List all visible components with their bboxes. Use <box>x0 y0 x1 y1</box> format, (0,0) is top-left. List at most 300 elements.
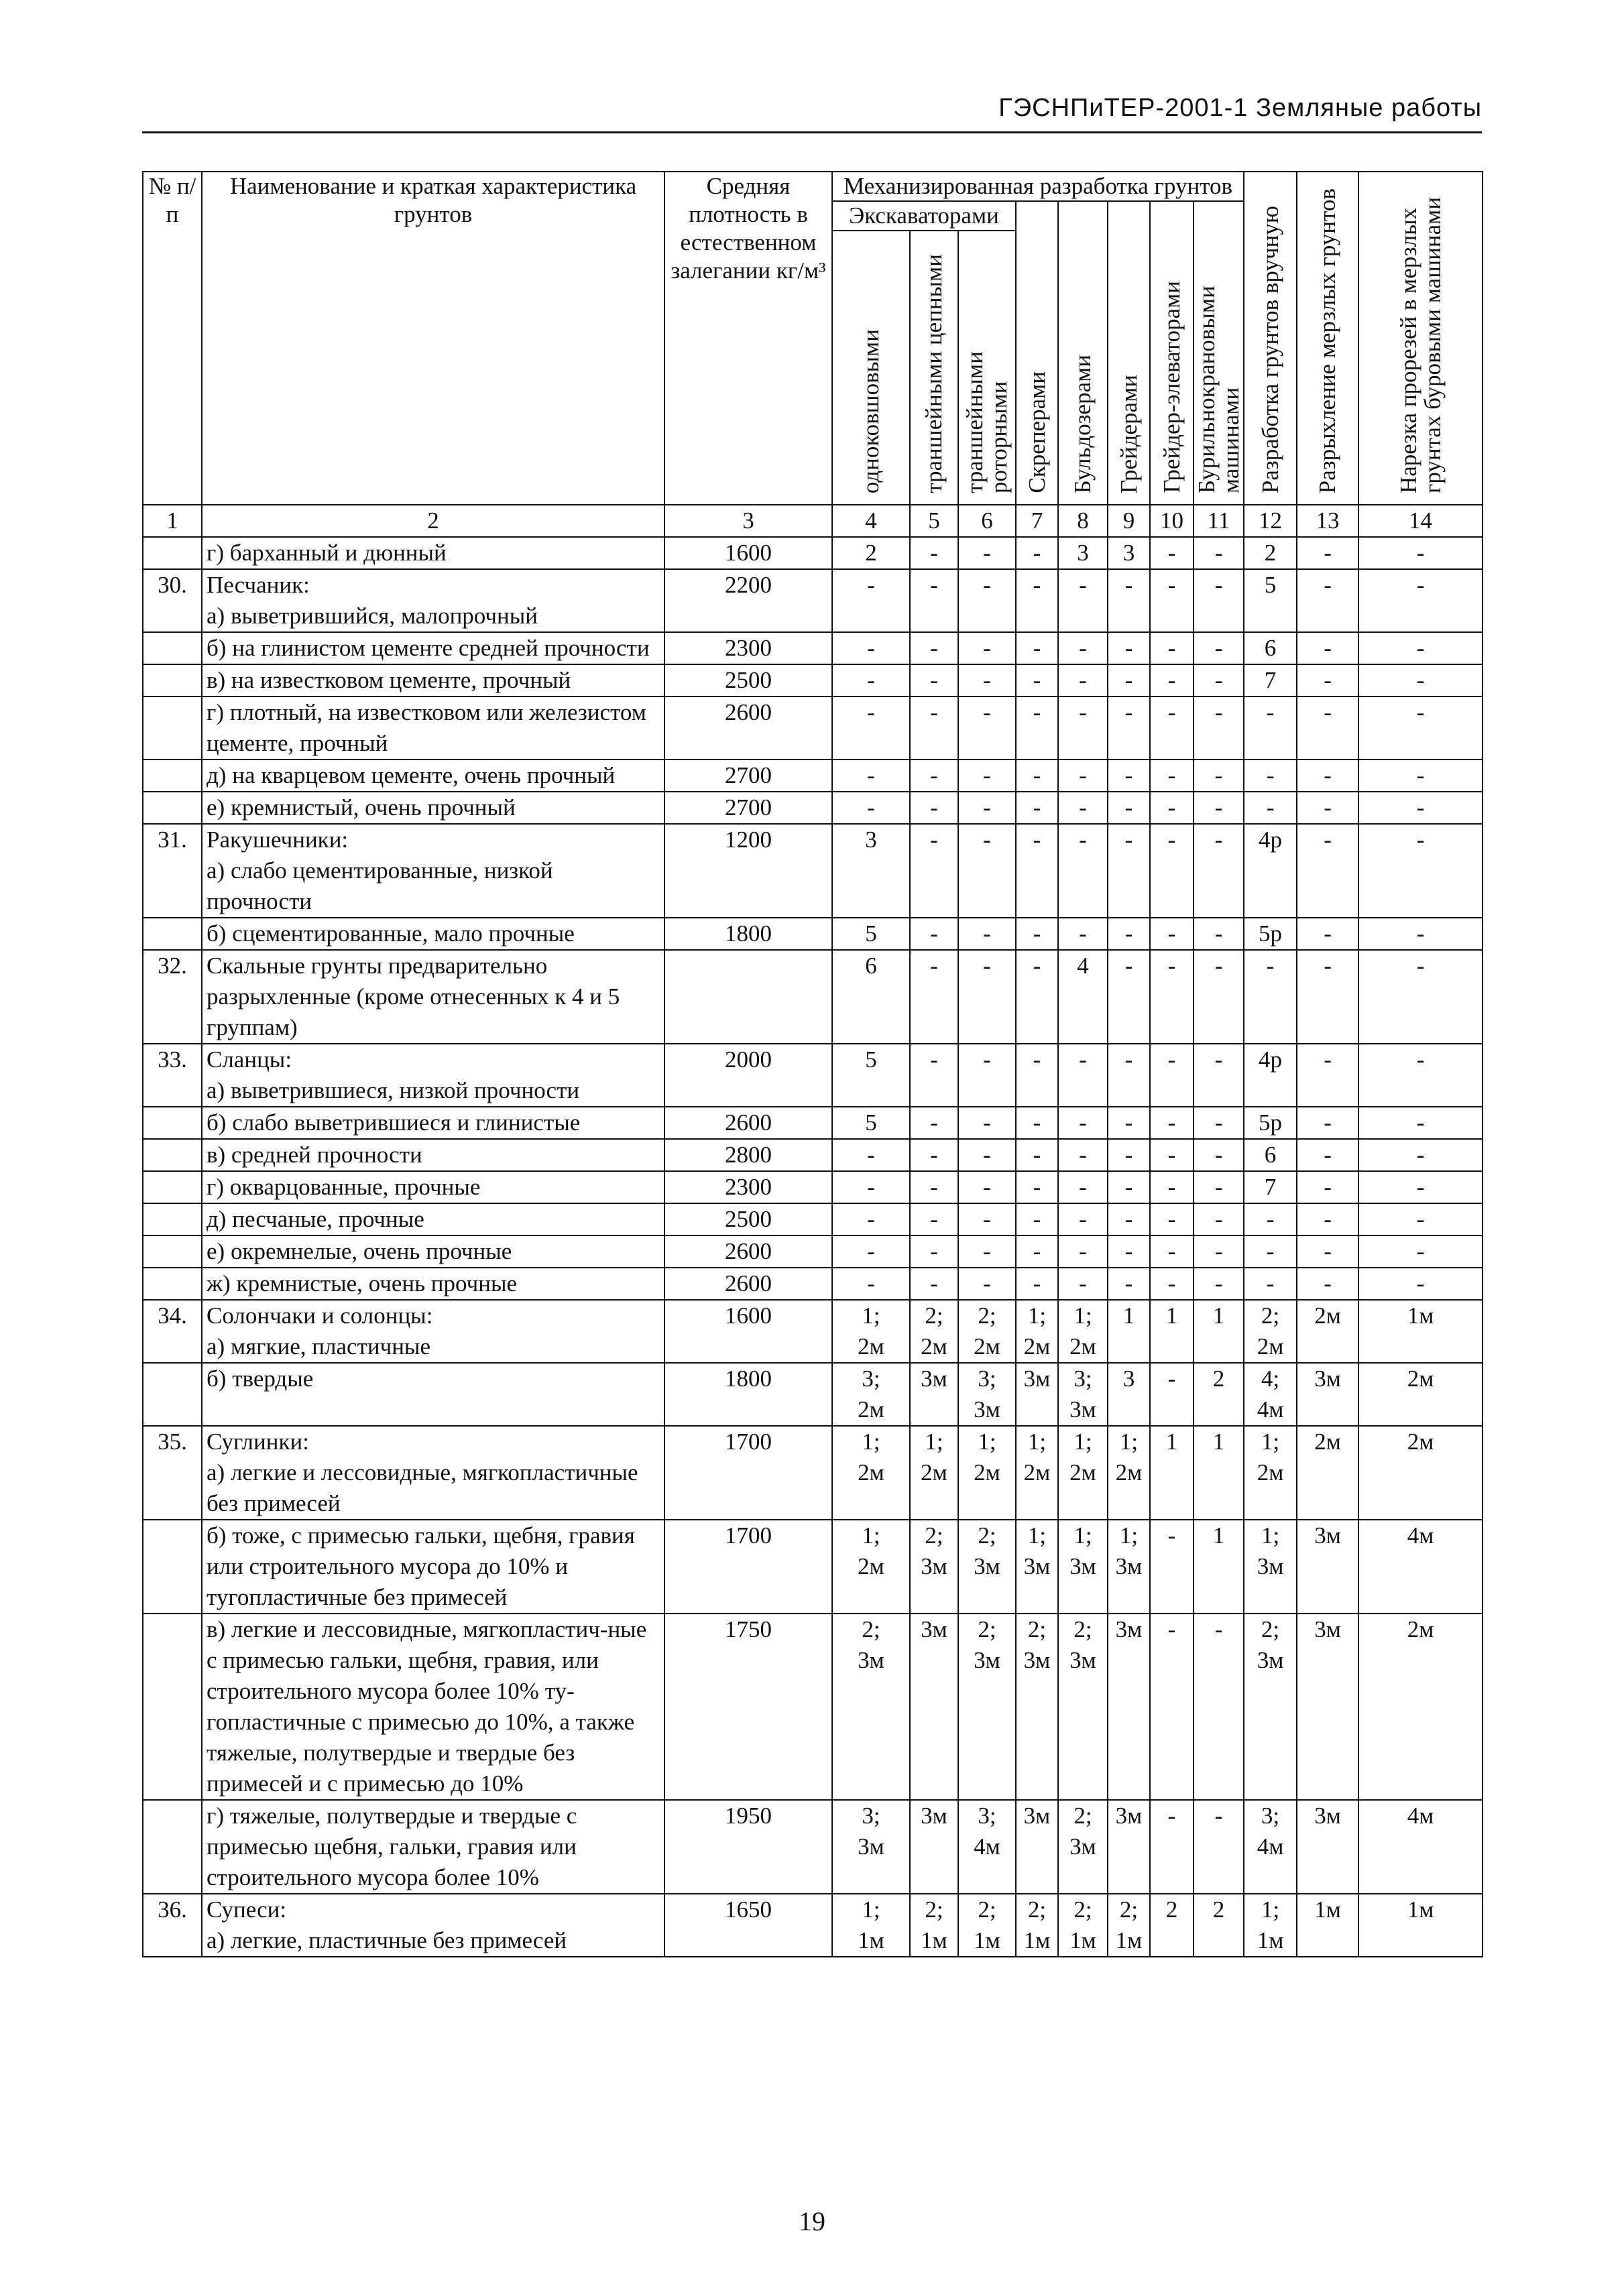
value-cell: - <box>832 1171 910 1203</box>
value-cell: 3м <box>1297 1614 1358 1800</box>
value-cell: - <box>1297 632 1358 664</box>
value-cell: - <box>1150 1363 1194 1426</box>
density-value: 1800 <box>664 1363 832 1426</box>
table-row <box>143 950 1483 1044</box>
value-cell: 2м <box>1297 1426 1358 1520</box>
value-cell: 1; 2м <box>1108 1426 1150 1520</box>
value-cell: 2; 1м <box>958 1894 1016 1957</box>
soil-name: г) барханный и дюнный <box>202 537 664 569</box>
value-cell: 4; 4м <box>1244 1363 1297 1426</box>
soil-name: в) легкие и лессовидные, мягкопластич-ные с примесью гальки, щебня, гравия, или строительного мусора более 10% ту-гопластичные с примесью до 10%, а также тяжелые, полутвердые и твердые без примесей и с примесью до 10% <box>202 1614 664 1800</box>
value-cell: 3м <box>1016 1363 1058 1426</box>
value-cell: - <box>1150 537 1194 569</box>
table-row <box>143 1203 1483 1235</box>
value-cell: - <box>910 1268 958 1300</box>
row-number <box>143 918 202 950</box>
col-bulldozer-header: Бульдозерами <box>1058 201 1108 505</box>
table-row <box>143 632 1483 664</box>
value-cell: 4м <box>1358 1800 1483 1894</box>
value-cell: - <box>1358 1268 1483 1300</box>
value-cell: - <box>1150 1520 1194 1614</box>
soil-name: Скальные грунты предварительно разрыхленные (кроме отнесенных к 4 и 5 группам) <box>202 950 664 1044</box>
value-cell: - <box>958 1171 1016 1203</box>
table-row <box>143 1426 1483 1520</box>
table-row <box>143 1614 1483 1800</box>
row-number: 30. <box>143 569 202 632</box>
density-value: 1600 <box>664 537 832 569</box>
value-cell: - <box>1194 1268 1244 1300</box>
table-row <box>143 1300 1483 1363</box>
value-cell: 1; 2м <box>1058 1426 1108 1520</box>
value-cell: 5 <box>832 1107 910 1139</box>
value-cell: - <box>1358 569 1483 632</box>
soil-name: г) окварцованные, прочные <box>202 1171 664 1203</box>
value-cell: - <box>1108 632 1150 664</box>
value-cell: - <box>1016 1107 1058 1139</box>
density-value: 1750 <box>664 1614 832 1800</box>
table-row <box>143 1363 1483 1426</box>
value-cell: - <box>832 792 910 824</box>
col-grader-header: Грейдерами <box>1108 201 1150 505</box>
value-cell: - <box>1108 1268 1150 1300</box>
page-number: 19 <box>799 2206 825 2236</box>
mech-group-header: Механизированная разработка грунтов <box>832 172 1244 201</box>
col-manual-header: Разработка грунтов вручную <box>1244 172 1297 505</box>
value-cell: - <box>1150 918 1194 950</box>
value-cell: 3м <box>910 1800 958 1894</box>
value-cell: 1м <box>1297 1894 1358 1957</box>
value-cell: - <box>910 1107 958 1139</box>
value-cell: - <box>1358 664 1483 697</box>
value-cell: 1; 2м <box>832 1426 910 1520</box>
col-chain-trench-header: траншейными цепными <box>910 231 958 505</box>
value-cell: - <box>1058 697 1108 760</box>
value-cell: - <box>1058 1044 1108 1107</box>
value-cell: 1 <box>1194 1300 1244 1363</box>
soil-name: б) тоже, с примесью гальки, щебня, гравия или строительного мусора до 10% и тугопластичные без примесей <box>202 1520 664 1614</box>
value-cell: - <box>958 1139 1016 1171</box>
density-value: 1200 <box>664 824 832 918</box>
value-cell: - <box>1058 824 1108 918</box>
row-number: 31. <box>143 824 202 918</box>
value-cell: - <box>1358 824 1483 918</box>
value-cell: - <box>910 697 958 760</box>
value-cell: - <box>1297 1203 1358 1235</box>
table-row <box>143 760 1483 792</box>
value-cell: - <box>1150 569 1194 632</box>
value-cell: - <box>1016 1268 1058 1300</box>
row-number <box>143 632 202 664</box>
density-value: 1800 <box>664 918 832 950</box>
value-cell: - <box>1358 950 1483 1044</box>
value-cell: - <box>1058 792 1108 824</box>
value-cell: - <box>1058 1235 1108 1268</box>
value-cell: 1; 2м <box>910 1426 958 1520</box>
column-index-cell: 9 <box>1108 505 1150 537</box>
value-cell: - <box>1058 760 1108 792</box>
value-cell: - <box>1108 1203 1150 1235</box>
density-value: 2600 <box>664 1268 832 1300</box>
value-cell: - <box>910 1203 958 1235</box>
value-cell: - <box>910 664 958 697</box>
row-number: 33. <box>143 1044 202 1107</box>
soil-name: Песчаник: а) выветрившийся, малопрочный <box>202 569 664 632</box>
value-cell: 2; 3м <box>910 1520 958 1614</box>
value-cell: - <box>1150 824 1194 918</box>
value-cell: 1; 2м <box>1016 1426 1058 1520</box>
value-cell: - <box>1108 1139 1150 1171</box>
value-cell: - <box>1297 1235 1358 1268</box>
value-cell: - <box>958 537 1016 569</box>
soil-name: б) слабо выветрившиеся и глинистые <box>202 1107 664 1139</box>
value-cell: - <box>1358 632 1483 664</box>
value-cell: - <box>1150 1235 1194 1268</box>
value-cell: - <box>1358 697 1483 760</box>
value-cell: 3м <box>1016 1800 1058 1894</box>
value-cell: - <box>1358 1107 1483 1139</box>
value-cell: - <box>1150 1268 1194 1300</box>
value-cell: - <box>1297 1171 1358 1203</box>
value-cell: 1 <box>1150 1426 1194 1520</box>
value-cell: 3 <box>832 824 910 918</box>
value-cell: 4р <box>1244 824 1297 918</box>
value-cell: - <box>1297 664 1358 697</box>
table-row <box>143 1171 1483 1203</box>
density-value <box>664 950 832 1044</box>
value-cell: 2 <box>1244 537 1297 569</box>
value-cell: - <box>910 569 958 632</box>
value-cell: - <box>1358 1044 1483 1107</box>
soil-name: д) песчаные, прочные <box>202 1203 664 1235</box>
value-cell: - <box>910 1171 958 1203</box>
value-cell: 3 <box>1108 1363 1150 1426</box>
row-number <box>143 1800 202 1894</box>
value-cell: - <box>832 1203 910 1235</box>
table-row <box>143 1894 1483 1957</box>
value-cell: 3м <box>1297 1800 1358 1894</box>
value-cell: 1; 3м <box>1108 1520 1150 1614</box>
column-index-cell: 6 <box>958 505 1016 537</box>
value-cell: - <box>1108 918 1150 950</box>
value-cell: 5 <box>832 918 910 950</box>
col-num-header: № п/п <box>143 172 202 505</box>
table-row <box>143 1044 1483 1107</box>
value-cell: 4р <box>1244 1044 1297 1107</box>
value-cell: - <box>1297 918 1358 950</box>
value-cell: - <box>910 824 958 918</box>
value-cell: 3м <box>1108 1614 1150 1800</box>
density-value: 2300 <box>664 1171 832 1203</box>
value-cell: 1; 2м <box>958 1426 1016 1520</box>
value-cell: - <box>1297 1044 1358 1107</box>
value-cell: - <box>958 824 1016 918</box>
col-drill-crane-header: Бурильнокрановыми машинами <box>1194 201 1244 505</box>
value-cell: - <box>832 664 910 697</box>
column-index-cell: 12 <box>1244 505 1297 537</box>
value-cell: 3; 4м <box>958 1800 1016 1894</box>
value-cell: - <box>1194 1614 1244 1800</box>
value-cell: 2; 3м <box>1244 1614 1297 1800</box>
density-value: 2700 <box>664 792 832 824</box>
col-rotor-trench-header: траншейными роторными <box>958 231 1016 505</box>
value-cell: - <box>910 760 958 792</box>
value-cell: - <box>832 632 910 664</box>
density-value: 1600 <box>664 1300 832 1363</box>
value-cell: 2м <box>1358 1614 1483 1800</box>
table-row <box>143 1268 1483 1300</box>
soil-name: Ракушечники: а) слабо цементированные, низкой прочности <box>202 824 664 918</box>
value-cell: 3м <box>1297 1363 1358 1426</box>
value-cell: - <box>958 792 1016 824</box>
col-density-header: Средняя плотность в естественном залегании кг/м³ <box>664 172 832 505</box>
row-number <box>143 537 202 569</box>
row-number: 32. <box>143 950 202 1044</box>
value-cell: - <box>1058 1268 1108 1300</box>
value-cell: - <box>1016 950 1058 1044</box>
density-value: 1700 <box>664 1520 832 1614</box>
value-cell: - <box>1194 569 1244 632</box>
value-cell: - <box>1194 1800 1244 1894</box>
value-cell: - <box>1016 697 1058 760</box>
value-cell: - <box>1108 792 1150 824</box>
value-cell: 2 <box>1194 1363 1244 1426</box>
value-cell: - <box>1194 792 1244 824</box>
value-cell: 5 <box>832 1044 910 1107</box>
value-cell: - <box>1297 1139 1358 1171</box>
value-cell: 2 <box>1150 1894 1194 1957</box>
value-cell: 2; 2м <box>910 1300 958 1363</box>
value-cell: - <box>1150 950 1194 1044</box>
soil-name: б) сцементированные, мало прочные <box>202 918 664 950</box>
value-cell: - <box>1358 792 1483 824</box>
row-number <box>143 1614 202 1800</box>
value-cell: 3 <box>1058 537 1108 569</box>
table-row <box>143 792 1483 824</box>
value-cell: - <box>1150 664 1194 697</box>
soil-name: б) твердые <box>202 1363 664 1426</box>
value-cell: - <box>1058 569 1108 632</box>
value-cell: - <box>1194 1203 1244 1235</box>
soil-name: е) окремнелые, очень прочные <box>202 1235 664 1268</box>
value-cell: - <box>1108 1044 1150 1107</box>
value-cell: - <box>1297 537 1358 569</box>
soil-name: в) средней прочности <box>202 1139 664 1171</box>
value-cell: - <box>1244 1235 1297 1268</box>
value-cell: 1; 1м <box>832 1894 910 1957</box>
value-cell: 1м <box>1358 1894 1483 1957</box>
value-cell: - <box>1244 792 1297 824</box>
value-cell: 3; 4м <box>1244 1800 1297 1894</box>
row-number <box>143 1363 202 1426</box>
soil-name: Суглинки: а) легкие и лессовидные, мягкопластичные без примесей <box>202 1426 664 1520</box>
soil-name: д) на кварцевом цементе, очень прочный <box>202 760 664 792</box>
value-cell: 1; 3м <box>1058 1520 1108 1614</box>
density-value: 2200 <box>664 569 832 632</box>
column-index-cell: 8 <box>1058 505 1108 537</box>
density-value: 2500 <box>664 1203 832 1235</box>
column-index-cell: 10 <box>1150 505 1194 537</box>
header-title: ГЭСНПиТЕР-2001-1 Земляные работы <box>998 94 1482 122</box>
value-cell: - <box>958 760 1016 792</box>
value-cell: - <box>1016 1139 1058 1171</box>
value-cell: - <box>910 537 958 569</box>
value-cell: - <box>1194 1139 1244 1171</box>
value-cell: 1; 2м <box>1016 1300 1058 1363</box>
value-cell: - <box>910 632 958 664</box>
value-cell: - <box>958 1235 1016 1268</box>
value-cell: - <box>1297 1268 1358 1300</box>
value-cell: - <box>1150 1614 1194 1800</box>
value-cell: - <box>1244 950 1297 1044</box>
value-cell: - <box>1108 664 1150 697</box>
value-cell: 2м <box>1297 1300 1358 1363</box>
value-cell: - <box>1058 664 1108 697</box>
row-number: 36. <box>143 1894 202 1957</box>
value-cell: 3; 3м <box>958 1363 1016 1426</box>
value-cell: - <box>1150 632 1194 664</box>
table-body <box>143 505 1483 1957</box>
value-cell: - <box>832 569 910 632</box>
value-cell: - <box>1194 664 1244 697</box>
value-cell: 6 <box>832 950 910 1044</box>
value-cell: - <box>1058 1171 1108 1203</box>
value-cell: - <box>958 950 1016 1044</box>
value-cell: 5р <box>1244 1107 1297 1139</box>
col-name-header: Наименование и краткая характеристика грунтов <box>202 172 664 505</box>
value-cell: 3м <box>1297 1520 1358 1614</box>
value-cell: 3; 3м <box>832 1800 910 1894</box>
value-cell: - <box>958 697 1016 760</box>
row-number <box>143 1139 202 1171</box>
row-number <box>143 664 202 697</box>
value-cell: - <box>958 1107 1016 1139</box>
column-index-cell: 5 <box>910 505 958 537</box>
row-number <box>143 1235 202 1268</box>
value-cell: - <box>958 569 1016 632</box>
table-row <box>143 1139 1483 1171</box>
table-row <box>143 1800 1483 1894</box>
value-cell: - <box>1016 1235 1058 1268</box>
value-cell: - <box>1358 1235 1483 1268</box>
soil-table <box>142 171 1483 1957</box>
density-value: 2600 <box>664 1107 832 1139</box>
density-value: 2800 <box>664 1139 832 1171</box>
value-cell: 2; 1м <box>1108 1894 1150 1957</box>
col-grader-elevator-header: Грейдер-элеваторами <box>1150 201 1194 505</box>
density-value: 2000 <box>664 1044 832 1107</box>
value-cell: - <box>1297 824 1358 918</box>
value-cell: - <box>832 1235 910 1268</box>
value-cell: 6 <box>1244 1139 1297 1171</box>
value-cell: - <box>1150 760 1194 792</box>
value-cell: 3; 3м <box>1058 1363 1108 1426</box>
value-cell: - <box>1016 632 1058 664</box>
value-cell: 5р <box>1244 918 1297 950</box>
value-cell: - <box>1297 950 1358 1044</box>
value-cell: - <box>1016 1171 1058 1203</box>
value-cell: 2; 3м <box>832 1614 910 1800</box>
density-value: 2600 <box>664 697 832 760</box>
table-row <box>143 824 1483 918</box>
value-cell: 1; 3м <box>1016 1520 1058 1614</box>
value-cell: - <box>832 760 910 792</box>
value-cell: 2; 3м <box>958 1520 1016 1614</box>
value-cell: - <box>910 792 958 824</box>
value-cell: 4 <box>1058 950 1108 1044</box>
value-cell: - <box>910 1139 958 1171</box>
row-number <box>143 760 202 792</box>
value-cell: - <box>1058 1139 1108 1171</box>
soil-name: г) тяжелые, полутвердые и твердые с примесью щебня, гальки, гравия или строительного мусора более 10% <box>202 1800 664 1894</box>
value-cell: - <box>1358 1139 1483 1171</box>
value-cell: - <box>958 1268 1016 1300</box>
value-cell: - <box>832 697 910 760</box>
column-index-cell: 7 <box>1016 505 1058 537</box>
value-cell: - <box>1297 792 1358 824</box>
value-cell: - <box>1194 697 1244 760</box>
soil-name: Сланцы: а) выветрившиеся, низкой прочности <box>202 1044 664 1107</box>
row-number: 35. <box>143 1426 202 1520</box>
soil-name: Супеси: а) легкие, пластичные без примесей <box>202 1894 664 1957</box>
value-cell: - <box>1194 1044 1244 1107</box>
value-cell: - <box>1058 1203 1108 1235</box>
value-cell: 3м <box>910 1614 958 1800</box>
value-cell: - <box>958 1203 1016 1235</box>
col-scraper-header: Скреперами <box>1016 201 1058 505</box>
value-cell: 2 <box>1194 1894 1244 1957</box>
density-value: 1650 <box>664 1894 832 1957</box>
value-cell: 1; 2м <box>832 1520 910 1614</box>
value-cell: - <box>1016 918 1058 950</box>
value-cell: 1 <box>1194 1520 1244 1614</box>
value-cell: 1; 2м <box>1244 1426 1297 1520</box>
value-cell: - <box>1358 1203 1483 1235</box>
value-cell: - <box>1058 1107 1108 1139</box>
value-cell: - <box>1150 697 1194 760</box>
value-cell: - <box>1108 950 1150 1044</box>
row-number <box>143 1171 202 1203</box>
value-cell: - <box>1016 792 1058 824</box>
value-cell: 1 <box>1150 1300 1194 1363</box>
col-cut-header: Нарезка прорезей в мерзлых грунтах буровыми машинами <box>1358 172 1483 505</box>
column-index-cell: 1 <box>143 505 202 537</box>
row-number <box>143 1268 202 1300</box>
value-cell: - <box>910 1235 958 1268</box>
row-number <box>143 1520 202 1614</box>
value-cell: - <box>1194 950 1244 1044</box>
value-cell: 5 <box>1244 569 1297 632</box>
density-value: 2600 <box>664 1235 832 1268</box>
table-row <box>143 537 1483 569</box>
soil-name: е) кремнистый, очень прочный <box>202 792 664 824</box>
value-cell: - <box>1194 537 1244 569</box>
value-cell: - <box>1194 1171 1244 1203</box>
row-number: 34. <box>143 1300 202 1363</box>
value-cell: 3 <box>1108 537 1150 569</box>
value-cell: - <box>958 632 1016 664</box>
value-cell: 1 <box>1108 1300 1150 1363</box>
value-cell: - <box>832 1139 910 1171</box>
value-cell: - <box>1150 1203 1194 1235</box>
col-loosen-header: Разрыхление мерзлых грунтов <box>1297 172 1358 505</box>
value-cell: - <box>1016 824 1058 918</box>
value-cell: - <box>910 950 958 1044</box>
value-cell: - <box>832 1268 910 1300</box>
value-cell: 2; 1м <box>1016 1894 1058 1957</box>
value-cell: 2; 3м <box>1016 1614 1058 1800</box>
col-single-bucket-header: одноковшовыми <box>832 231 910 505</box>
row-number <box>143 792 202 824</box>
